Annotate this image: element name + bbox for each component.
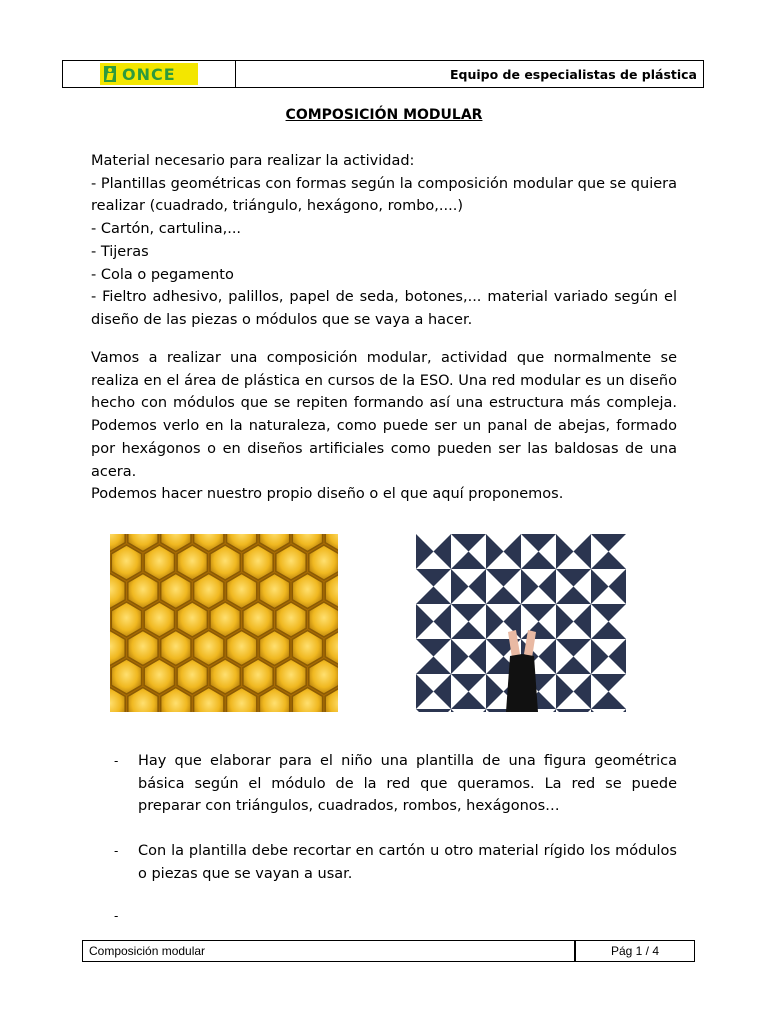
footer-title: Composición modular (83, 941, 576, 961)
header-logo-cell (63, 61, 236, 87)
honeycomb-pattern (110, 534, 338, 712)
intro-paragraph: Podemos hacer nuestro propio diseño o el que aquí proponemos. (91, 486, 564, 503)
materials-section (91, 150, 677, 332)
material-item: - Plantillas geométricas con formas según la composición modular que se quiera realizar (cuadrado, triángulo, hexágono, rombo,....) (91, 175, 677, 215)
bullet-dash: - (114, 844, 119, 858)
tile-cell (416, 709, 451, 712)
once-logo (100, 63, 198, 85)
tiles-pattern (416, 534, 626, 712)
bullet-list-item (112, 840, 677, 885)
page-header (62, 60, 704, 88)
document-title: COMPOSICIÓN MODULAR (285, 107, 483, 123)
once-figure-icon (104, 66, 116, 82)
material-item: - Cola o pegamento (91, 266, 234, 283)
bullet-dash: - (114, 754, 119, 768)
bullet-dash: - (114, 909, 119, 923)
page-number: Pág 1 / 4 (610, 944, 660, 958)
intro-section (91, 347, 677, 506)
tiles-image (416, 534, 626, 712)
page-footer (82, 940, 695, 962)
material-item: - Cartón, cartulina,... (91, 221, 242, 238)
logo-text: ONCE (122, 64, 176, 84)
bullet-text: Con la plantilla debe recortar en cartón u otro material rígido los módulos o piezas que se vayan a usar. (138, 843, 677, 882)
bullet-text: Hay que elaborar para el niño una plantilla de una figura geométrica básica según el módulo de la red que queramos. La red se puede preparar con triángulos, cuadrados, rombos, hexágonos… (138, 753, 677, 815)
header-title: Equipo de especialistas de plástica (449, 66, 697, 82)
bullet-list-item (112, 750, 677, 818)
honeycomb-image (110, 534, 338, 712)
tile-cell (556, 709, 591, 712)
material-item: - Fieltro adhesivo, palillos, papel de seda, botones,... material variado según el diseño de las piezas o módulos que se vaya a hacer. (91, 289, 677, 328)
material-item: - Tijeras (91, 243, 149, 260)
intro-paragraph: Vamos a realizar una composición modular, actividad que normalmente se realiza en el área de plástica en cursos de la ESO. Una red modular es un diseño hecho con módulos que se repiten formando así una estructura más compleja. Podemos verlo en la naturaleza, como puede ser un panal de abejas, formado por hexágonos o en diseños artificiales como pueden ser las baldosas de una acera. (91, 350, 677, 480)
materials-heading: Material necesario para realizar la actividad: (91, 153, 415, 169)
